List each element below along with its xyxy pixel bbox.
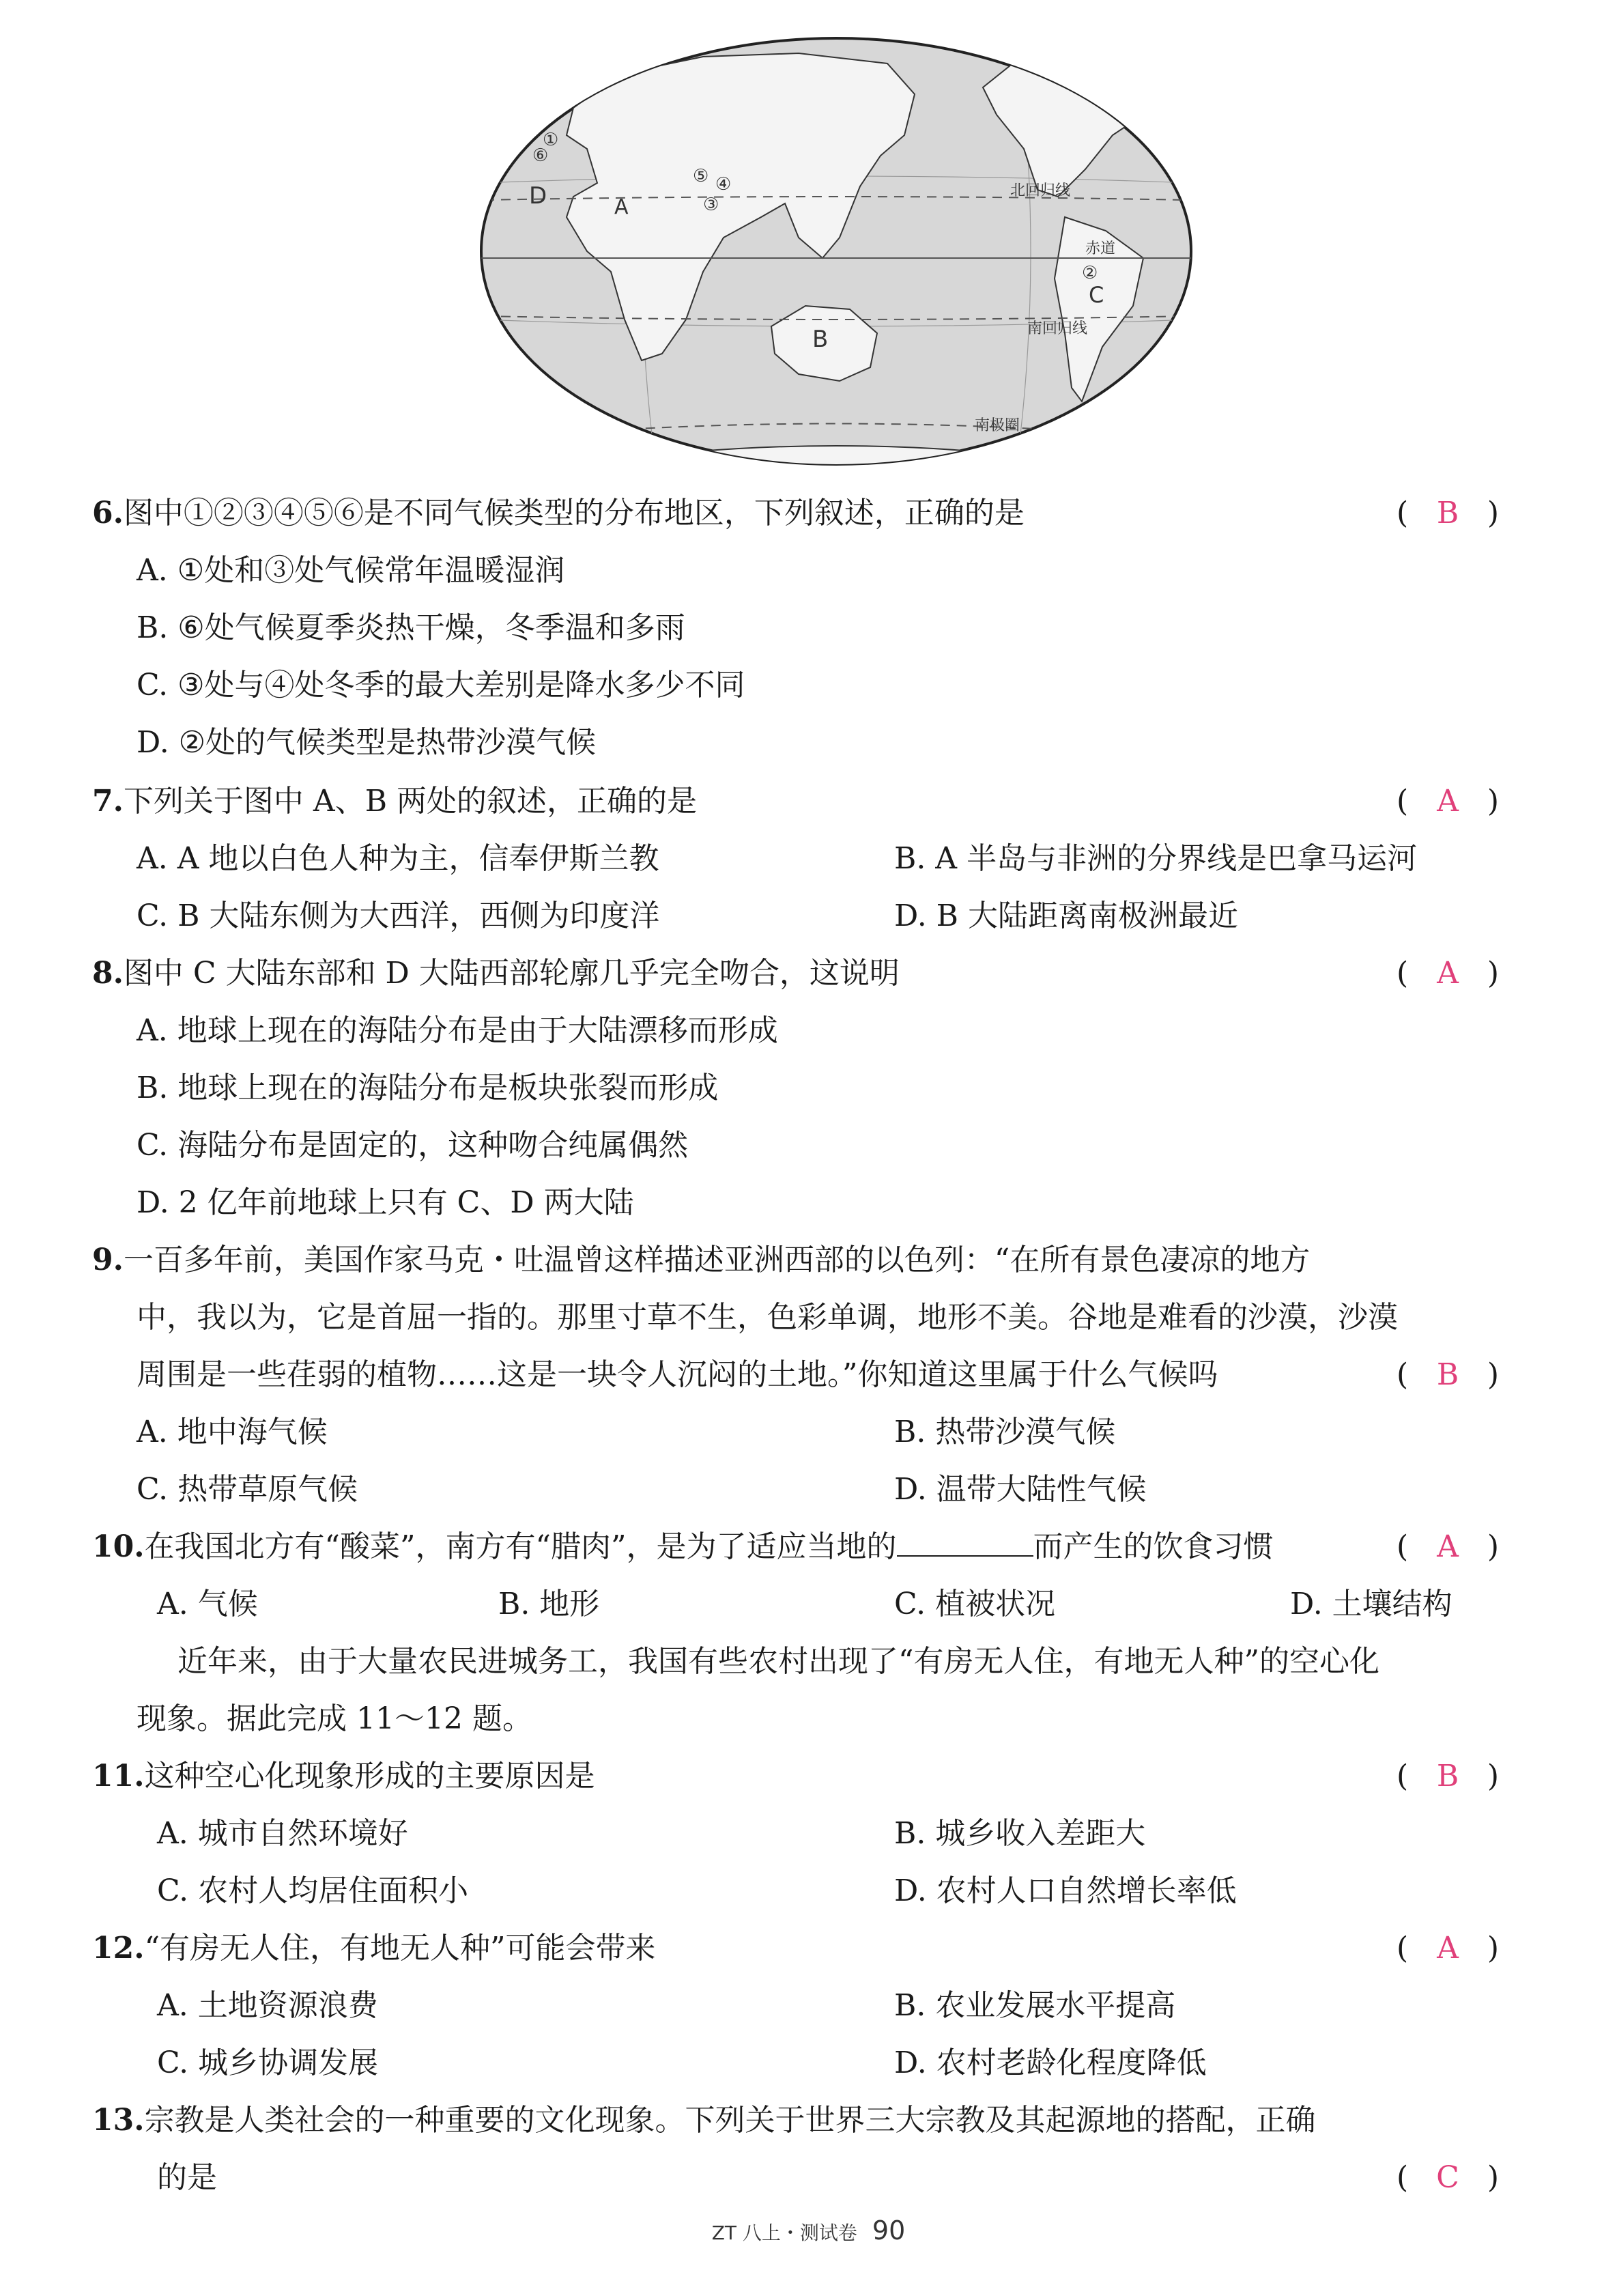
q6-option-b: B. ⑥处气候夏季炎热干燥，冬季温和多雨	[137, 610, 685, 645]
q10-option-b: B. 地形	[498, 1587, 600, 1621]
intro-line-2: 现象。据此完成 11～12 题。	[137, 1701, 532, 1736]
map-label-3: ③	[703, 195, 719, 215]
q13-stem-1: 宗教是人类社会的一种重要的文化现象。下列关于世界三大宗教及其起源地的搭配，正确	[144, 2103, 1316, 2138]
q6-stem: 图中①②③④⑤⑥是不同气候类型的分布地区，下列叙述，正确的是	[123, 496, 1025, 530]
map-label-b: B	[812, 326, 829, 353]
q8-option-b: B. 地球上现在的海陆分布是板块张裂而形成	[137, 1071, 719, 1105]
map-label-north-tropic: 北回归线	[1010, 182, 1071, 199]
map-label-south-tropic: 南回归线	[1027, 320, 1088, 337]
page-footer	[0, 2215, 1617, 2245]
q10-option-c: C. 植被状况	[894, 1587, 1056, 1621]
q10-option-a: A. 气候	[157, 1587, 258, 1621]
q7-stem-line	[92, 781, 697, 822]
q10-stem-line	[92, 1527, 1274, 1568]
map-label-1: ①	[543, 130, 559, 150]
q8-option-c: C. 海陆分布是固定的，这种吻合纯属偶然	[137, 1128, 689, 1163]
q10-option-d: D. 土壤结构	[1290, 1587, 1453, 1621]
map-label-2: ②	[1082, 263, 1098, 283]
q7-option-c: C. B 大陆东侧为大西洋，西侧为印度洋	[137, 898, 660, 933]
map-label-a: A	[614, 195, 629, 219]
q11-number: 11.	[92, 1759, 145, 1794]
q11-option-b: B. 城乡收入差距大	[894, 1816, 1146, 1851]
q6-answer: B	[1436, 496, 1459, 530]
q11-option-d: D. 农村人口自然增长率低	[894, 1873, 1237, 1908]
q13-stem-line-1	[92, 2100, 1316, 2141]
q8-stem-line	[92, 953, 900, 994]
q8-option-d: D. 2 亿年前地球上只有 C、D 两大陆	[137, 1185, 634, 1220]
q11-stem-line	[92, 1756, 595, 1797]
map-label-5: ⑤	[693, 166, 709, 186]
q13-stem-line-2: 的是	[157, 2160, 217, 2195]
q7-option-d: D. B 大陆距离南极洲最近	[894, 898, 1239, 933]
q9-stem-line-2: 中，我以为，它是首屈一指的。那里寸草不生，色彩单调，地形不美。谷地是难看的沙漠，沙漠	[137, 1300, 1398, 1335]
q7-answer: A	[1437, 784, 1459, 819]
world-map	[478, 33, 1194, 470]
q12-answer: A	[1437, 1931, 1459, 1966]
q8-option-a: A. 地球上现在的海陆分布是由于大陆漂移而形成	[137, 1013, 778, 1048]
q10-answer-bracket: ( A )	[1397, 1527, 1499, 1568]
q9-option-c: C. 热带草原气候	[137, 1472, 358, 1507]
q12-option-a: A. 土地资源浪费	[157, 1988, 378, 2023]
q10-blank	[897, 1527, 1033, 1557]
q9-stem-1: 一百多年前，美国作家马克・吐温曾这样描述亚洲西部的以色列：“在所有景色凄凉的地方	[123, 1243, 1311, 1277]
q11-answer-bracket: ( B )	[1397, 1756, 1499, 1797]
q9-option-d: D. 温带大陆性气候	[894, 1472, 1147, 1507]
map-label-d: D	[529, 182, 547, 210]
map-label-equator: 赤道	[1085, 240, 1116, 257]
q9-number: 9.	[92, 1243, 124, 1277]
q12-answer-bracket: ( A )	[1397, 1928, 1499, 1969]
q11-option-a: A. 城市自然环境好	[157, 1816, 408, 1851]
q10-stem-a: 在我国北方有“酸菜”，南方有“腊肉”，是为了适应当地的	[144, 1529, 897, 1564]
q10-answer: A	[1437, 1529, 1459, 1564]
page-number: 90	[872, 2215, 906, 2245]
q7-option-a: A. A 地以白色人种为主，信奉伊斯兰教	[137, 841, 659, 876]
q8-number: 8.	[92, 956, 124, 991]
footer-label: ZT 八上・测试卷	[711, 2222, 857, 2244]
q11-option-c: C. 农村人均居住面积小	[157, 1873, 469, 1908]
q9-option-a: A. 地中海气候	[137, 1415, 328, 1449]
q13-number: 13.	[92, 2103, 145, 2138]
intro-line-1: 近年来，由于大量农民进城务工，我国有些农村出现了“有房无人住，有地无人种”的空心化	[177, 1644, 1379, 1679]
q13-answer: C	[1436, 2160, 1459, 2195]
q11-answer: B	[1436, 1759, 1459, 1794]
q11-stem: 这种空心化现象形成的主要原因是	[144, 1759, 595, 1794]
q12-option-c: C. 城乡协调发展	[157, 2045, 379, 2080]
q6-option-d: D. ②处的气候类型是热带沙漠气候	[137, 725, 597, 760]
q8-answer-bracket: ( A )	[1397, 953, 1499, 994]
q9-stem-line-1	[92, 1240, 1310, 1281]
q9-answer-bracket: ( B )	[1397, 1355, 1499, 1395]
q9-stem-line-3: 周围是一些荏弱的植物……这是一块令人沉闷的土地。”你知道这里属于什么气候吗	[137, 1357, 1218, 1392]
q12-option-b: B. 农业发展水平提高	[894, 1988, 1176, 2023]
q9-option-b: B. 热带沙漠气候	[894, 1415, 1116, 1449]
map-label-6: ⑥	[532, 145, 549, 166]
q9-answer: B	[1436, 1357, 1459, 1392]
q8-answer: A	[1437, 956, 1459, 991]
q7-number: 7.	[92, 784, 124, 819]
q7-option-b: B. A 半岛与非洲的分界线是巴拿马运河	[894, 841, 1418, 876]
q8-stem: 图中 C 大陆东部和 D 大陆西部轮廓几乎完全吻合，这说明	[123, 956, 900, 991]
map-label-4: ④	[715, 174, 732, 195]
map-label-c: C	[1089, 282, 1104, 308]
q12-stem-line	[92, 1928, 656, 1969]
q10-stem-b: 而产生的饮食习惯	[1033, 1529, 1274, 1564]
q7-answer-bracket: ( A )	[1397, 781, 1499, 822]
q6-option-c: C. ③处与④处冬季的最大差别是降水多少不同	[137, 668, 745, 703]
q10-number: 10.	[92, 1529, 145, 1564]
q6-number: 6.	[92, 496, 124, 530]
q12-number: 12.	[92, 1931, 145, 1966]
q6-option-a: A. ①处和③处气候常年温暖湿润	[137, 553, 565, 588]
q12-option-d: D. 农村老龄化程度降低	[894, 2045, 1207, 2080]
map-label-antarctic-circle: 南极圈	[975, 417, 1020, 434]
q7-stem: 下列关于图中 A、B 两处的叙述，正确的是	[123, 784, 698, 819]
q6-answer-bracket: ( B )	[1397, 493, 1499, 534]
q13-answer-bracket: ( C )	[1397, 2157, 1499, 2198]
q6-stem-line	[92, 493, 1025, 534]
q12-stem: “有房无人住，有地无人种”可能会带来	[144, 1931, 656, 1966]
